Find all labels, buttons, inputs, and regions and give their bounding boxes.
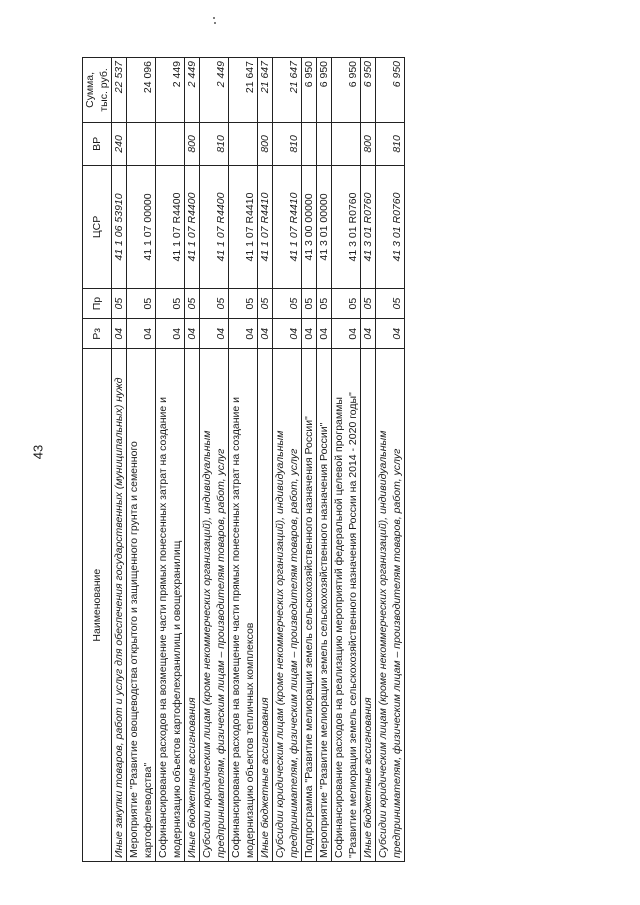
cell-vr: 800 (258, 122, 273, 165)
table-header-row (83, 58, 112, 862)
cell-name: Иные бюджетные ассигнования (258, 349, 273, 862)
cell-sum: 2 449 (156, 58, 185, 123)
cell-sum: 21 647 (229, 58, 258, 123)
cell-name: Мероприятие "Развитие овощеводства открытого и защищенного грунта и семенного картофелеводства" (127, 349, 156, 862)
cell-csr: 41 1 07 R4410 (273, 165, 302, 288)
cell-pr: 05 (258, 288, 273, 318)
table-row (317, 58, 332, 862)
cell-rz: 04 (258, 319, 273, 349)
cell-csr: 41 3 01 00000 (317, 165, 332, 288)
scan-dot (213, 17, 215, 19)
cell-pr: 05 (112, 288, 127, 318)
cell-csr: 41 3 01 R0760 (332, 165, 361, 288)
cell-name: Софинансирование расходов на возмещение части прямых понесенных затрат на создание и модернизацию объектов картофелехранилищ и овощехранилищ (156, 349, 185, 862)
cell-pr: 05 (229, 288, 258, 318)
cell-csr: 41 1 07 R4400 (185, 165, 200, 288)
table-row (112, 58, 127, 862)
cell-csr: 41 3 01 R0760 (376, 165, 405, 288)
cell-name: Субсидии юридическим лицам (кроме некоммерческих организаций), индивидуальным предпринимателям, физическим лицам – производителям товаров, работ, услуг (200, 349, 229, 862)
cell-name: Субсидии юридическим лицам (кроме некоммерческих организаций), индивидуальным предпринимателям, физическим лицам – производителям товаров, работ, услуг (273, 349, 302, 862)
cell-rz: 04 (156, 319, 185, 349)
table-row (376, 58, 405, 862)
cell-csr: 41 3 01 R0760 (361, 165, 376, 288)
cell-pr: 05 (156, 288, 185, 318)
header-csr: ЦСР (83, 165, 112, 288)
cell-sum: 21 647 (258, 58, 273, 123)
cell-vr: 800 (185, 122, 200, 165)
cell-pr: 05 (361, 288, 376, 318)
cell-vr (317, 122, 332, 165)
cell-sum: 2 449 (200, 58, 229, 123)
cell-pr: 05 (127, 288, 156, 318)
cell-csr: 41 3 00 00000 (302, 165, 317, 288)
cell-sum: 6 950 (332, 58, 361, 123)
budget-table (82, 57, 405, 862)
cell-rz: 04 (317, 319, 332, 349)
cell-rz: 04 (112, 319, 127, 349)
cell-rz: 04 (185, 319, 200, 349)
header-sum: Сумма, тыс. руб. (83, 58, 112, 123)
cell-rz: 04 (332, 319, 361, 349)
cell-pr: 05 (273, 288, 302, 318)
cell-rz: 04 (229, 319, 258, 349)
cell-csr: 41 1 07 R4400 (200, 165, 229, 288)
table-row (156, 58, 185, 862)
table-row (332, 58, 361, 862)
table-row (185, 58, 200, 862)
cell-pr: 05 (200, 288, 229, 318)
cell-sum: 6 950 (302, 58, 317, 123)
cell-pr: 05 (302, 288, 317, 318)
cell-vr (332, 122, 361, 165)
cell-vr: 800 (361, 122, 376, 165)
cell-vr (229, 122, 258, 165)
table-row (273, 58, 302, 862)
table-row (229, 58, 258, 862)
cell-pr: 05 (376, 288, 405, 318)
cell-csr: 41 1 06 53910 (112, 165, 127, 288)
table-row (127, 58, 156, 862)
table-row (302, 58, 317, 862)
cell-csr: 41 1 07 R4410 (258, 165, 273, 288)
cell-sum: 6 950 (361, 58, 376, 123)
cell-vr: 810 (376, 122, 405, 165)
header-rz: Рз (83, 319, 112, 349)
header-name: Наименование (83, 349, 112, 862)
cell-name: Подпрограмма "Развитие мелиорации земель сельскохозяйственного назначения России" (302, 349, 317, 862)
cell-sum: 21 647 (273, 58, 302, 123)
cell-rz: 04 (376, 319, 405, 349)
cell-rz: 04 (302, 319, 317, 349)
cell-csr: 41 1 07 R4400 (156, 165, 185, 288)
cell-csr: 41 1 07 R4410 (229, 165, 258, 288)
cell-name: Софинансирование расходов на возмещение части прямых понесенных затрат на создание и модернизацию объектов тепличных комплексов (229, 349, 258, 862)
cell-name: Субсидии юридическим лицам (кроме некоммерческих организаций), индивидуальным предпринимателям, физическим лицам – производителям товаров, работ, услуг (376, 349, 405, 862)
cell-rz: 04 (127, 319, 156, 349)
cell-sum: 22 537 (112, 58, 127, 123)
cell-pr: 05 (317, 288, 332, 318)
cell-pr: 05 (332, 288, 361, 318)
cell-sum: 6 950 (317, 58, 332, 123)
cell-vr (302, 122, 317, 165)
cell-name: Софинансирование расходов на реализацию мероприятий федеральной целевой программы "Развитие мелиорации земель сельскохозяйственного назначения России на 2014 - 2020 годы" (332, 349, 361, 862)
cell-name: Иные закупки товаров, работ и услуг для обеспечения государственных (муниципальных) нужд (112, 349, 127, 862)
cell-name: Мероприятие "Развитие мелиорации земель сельскохозяйственного назначения России" (317, 349, 332, 862)
cell-vr: 810 (200, 122, 229, 165)
table-row (200, 58, 229, 862)
rotated-table-container (82, 57, 602, 862)
cell-rz: 04 (361, 319, 376, 349)
cell-rz: 04 (273, 319, 302, 349)
cell-name: Иные бюджетные ассигнования (361, 349, 376, 862)
scan-dot (214, 22, 216, 24)
cell-vr: 240 (112, 122, 127, 165)
cell-rz: 04 (200, 319, 229, 349)
cell-sum: 2 449 (185, 58, 200, 123)
cell-sum: 6 950 (376, 58, 405, 123)
cell-sum: 24 096 (127, 58, 156, 123)
table-body (112, 58, 405, 862)
page-number: 43 (30, 444, 46, 460)
cell-vr: 810 (273, 122, 302, 165)
cell-vr (156, 122, 185, 165)
cell-pr: 05 (185, 288, 200, 318)
header-vr: ВР (83, 122, 112, 165)
table-row (258, 58, 273, 862)
table-row (361, 58, 376, 862)
cell-csr: 41 1 07 00000 (127, 165, 156, 288)
cell-name: Иные бюджетные ассигнования (185, 349, 200, 862)
header-pr: Пр (83, 288, 112, 318)
cell-vr (127, 122, 156, 165)
